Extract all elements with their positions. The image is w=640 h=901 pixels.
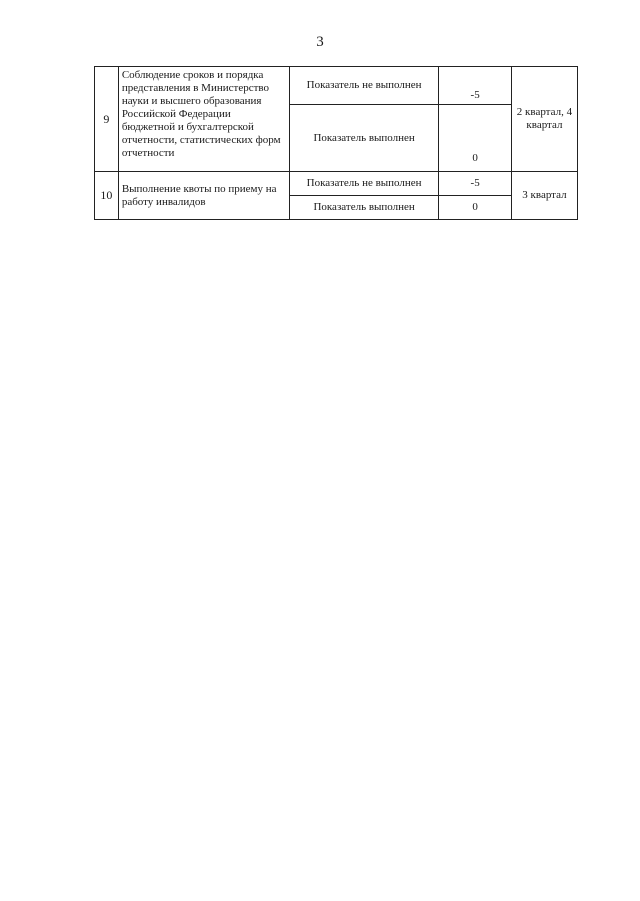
indicator-value: -5 xyxy=(439,172,512,196)
reporting-period: 2 квартал, 4 квартал xyxy=(511,67,577,172)
indicator-label: Показатель выполнен xyxy=(289,105,438,172)
indicator-value: 0 xyxy=(439,196,512,220)
indicator-value: 0 xyxy=(439,105,512,172)
indicator-value: -5 xyxy=(439,67,512,105)
table-row xyxy=(95,172,578,196)
reporting-period: 3 квартал xyxy=(511,172,577,220)
row-number: 9 xyxy=(95,67,119,172)
table-row xyxy=(95,67,578,105)
page-number: 3 xyxy=(316,34,324,50)
criterion-name: Соблюдение сроков и порядка представления в Министерство науки и высшего образования Российской Федерации бюджетной и бухгалтерской отчетности, статистических форм отчетности xyxy=(118,67,289,172)
indicator-label: Показатель выполнен xyxy=(289,196,438,220)
indicator-label: Показатель не выполнен xyxy=(289,67,438,105)
criterion-name: Выполнение квоты по приему на работу инвалидов xyxy=(118,172,289,220)
indicator-label: Показатель не выполнен xyxy=(289,172,438,196)
row-number: 10 xyxy=(95,172,119,220)
evaluation-table xyxy=(94,66,578,220)
